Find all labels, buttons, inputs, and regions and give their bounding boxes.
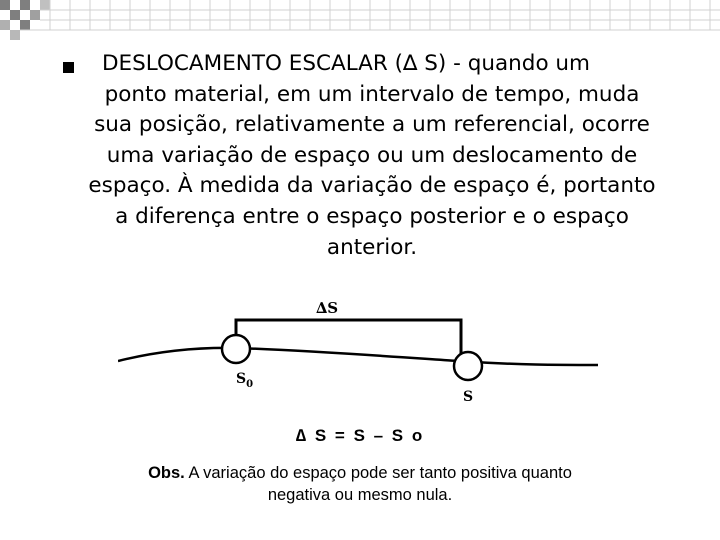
trajectory-curve	[118, 348, 598, 365]
obs-text: A variação do espaço pode ser tanto positiva quanto	[184, 464, 572, 482]
paragraph-line-3: uma variação de espaço ou um deslocamento de	[106, 142, 638, 168]
obs-label: Obs.	[148, 464, 185, 482]
paragraph-line-2: sua posição, relativamente a um referencial, ocorre	[94, 112, 650, 138]
definition-paragraph	[62, 49, 682, 263]
start-point-marker	[222, 335, 250, 363]
start-label: $S_0$	[236, 371, 254, 390]
observation-note	[80, 462, 640, 506]
paragraph-line-5: a diferença entre o espaço posterior e o espaço	[115, 203, 629, 229]
first-line	[62, 49, 682, 80]
paragraph-line-4: espaço. À medida da variação de espaço é, portanto	[88, 173, 656, 199]
paragraph-line-1: ponto material, em um intervalo de tempo, muda	[104, 81, 640, 107]
heading-tail: - quando um	[446, 51, 591, 76]
formula: ∆ S = S – S o	[295, 426, 425, 445]
term-heading: DESLOCAMENTO ESCALAR (∆ S)	[102, 51, 447, 76]
paragraph-line-6: anterior.	[326, 234, 418, 260]
obs-text-line2: negativa ou mesmo nula.	[267, 486, 453, 504]
end-point-marker	[454, 352, 482, 380]
delta-label: ∆S	[316, 299, 339, 317]
displacement-diagram	[118, 295, 598, 413]
end-label: S	[463, 389, 474, 405]
decorative-corner-pattern	[0, 0, 720, 40]
